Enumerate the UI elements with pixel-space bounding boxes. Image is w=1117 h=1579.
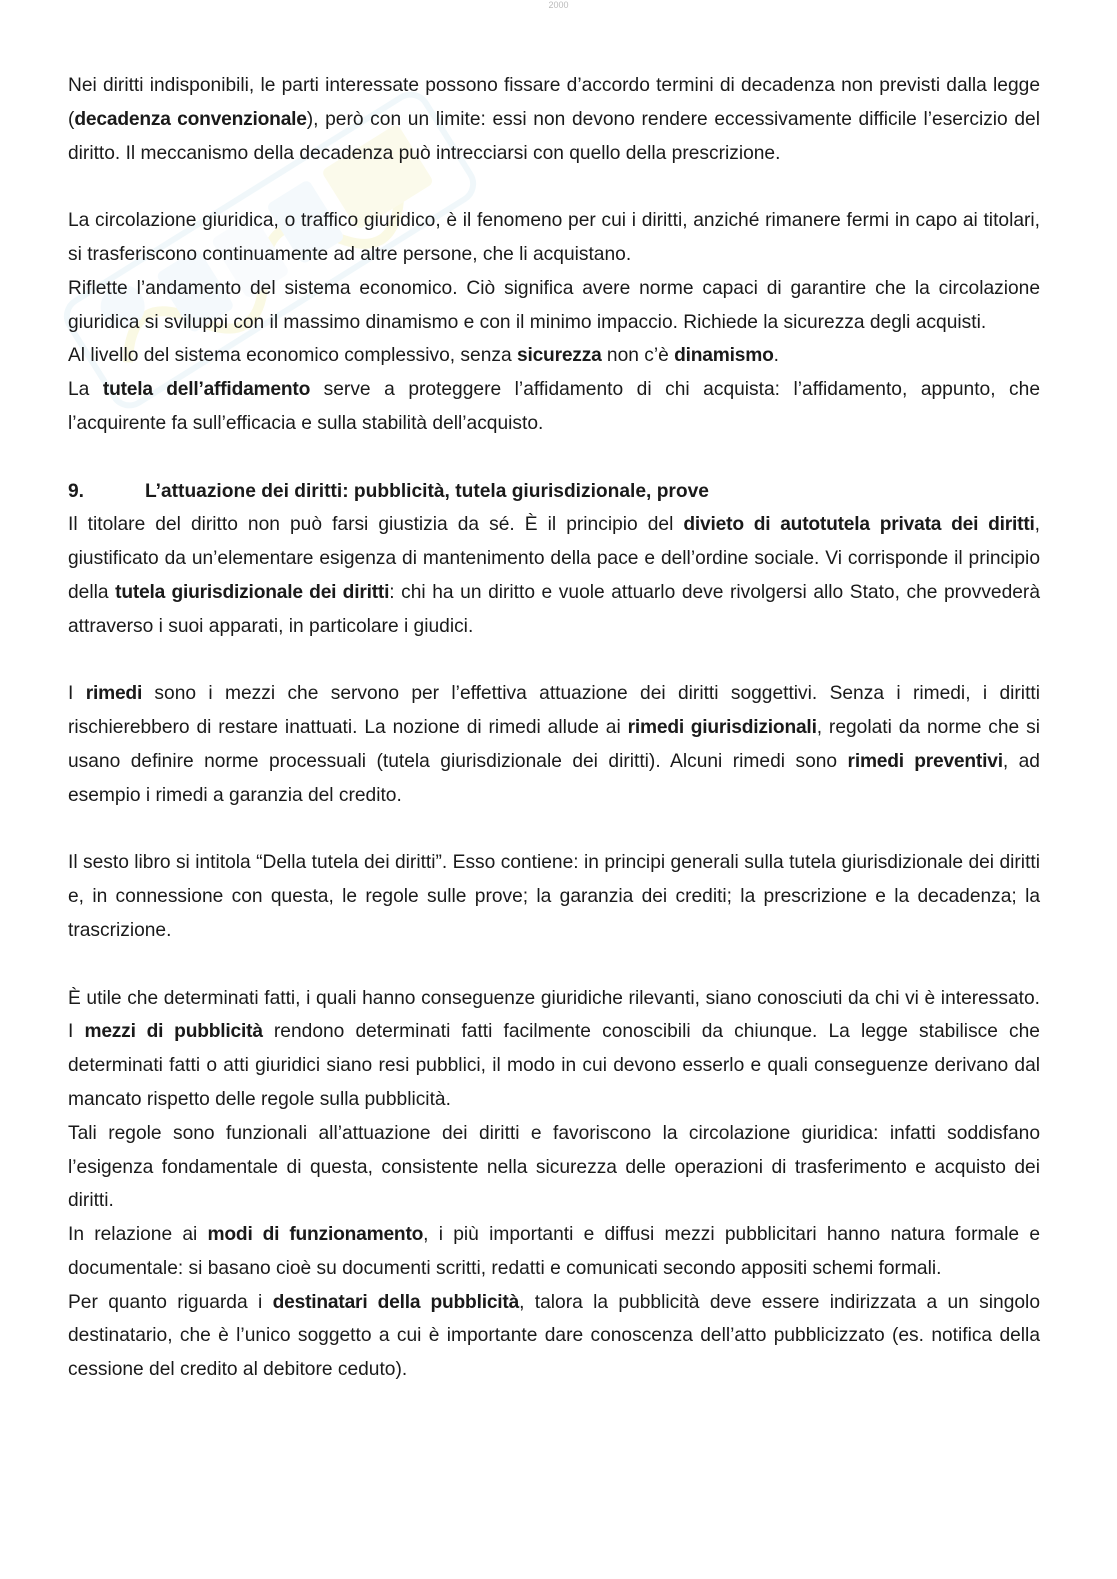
bold-term: sicurezza xyxy=(516,345,602,367)
text-run: In relazione ai xyxy=(68,1224,208,1246)
bold-term: dinamismo xyxy=(674,345,774,367)
bold-term: tutela giurisdizionale dei diritti xyxy=(115,581,390,603)
section-heading xyxy=(68,475,1040,509)
text-run: , ad esempio i rimedi a garanzia del credito. xyxy=(68,750,1040,806)
section-title: L’attuazione dei diritti: pubblicità, tutela giurisdizionale, prove xyxy=(145,480,709,502)
paragraph xyxy=(68,677,1040,812)
text-run: La xyxy=(68,379,103,401)
paragraph xyxy=(68,1218,1040,1286)
text-run: rendono determinati fatti facilmente conoscibili da chiunque. La legge stabilisce che determinati fatti o atti giuridici siano resi pubblici, il modo in cui devono esserlo e quali conseguenze derivano dal mancato rispetto delle regole sulla pubblicità. xyxy=(68,1021,1040,1110)
paragraph xyxy=(68,339,1040,373)
paragraph xyxy=(68,1117,1040,1218)
bold-term: mezzi di pubblicità xyxy=(84,1021,263,1043)
text-run: Tali regole sono funzionali all’attuazione dei diritti e favoriscono la circolazione giuridica: infatti soddisfano l’esigenza fondamentale di questa, consistente nella sicurezza delle operazioni di trasferimento e acquisto dei diritti. xyxy=(68,1122,1040,1212)
paragraph xyxy=(68,846,1040,947)
paragraph xyxy=(68,1286,1040,1387)
text-run: . xyxy=(773,345,779,367)
paragraph xyxy=(68,69,1040,170)
text-run: serve a proteggere l’affidamento di chi acquista: l’affidamento, appunto, che l’acquirente fa sull’efficacia e sulla stabilità dell’acquisto. xyxy=(68,379,1040,434)
bold-term: destinatari della pubblicità xyxy=(272,1291,520,1313)
paragraph xyxy=(68,982,1040,1117)
text-run: , i più importanti e diffusi mezzi pubblicitari hanno natura formale e documentale: si basano cioè su documenti scritti, redatti e comunicati secondo appositi schemi formali. xyxy=(68,1224,1040,1279)
text-run: ), però con un limite: essi non devono rendere eccessivamente difficile l’esercizio del diritto. Il meccanismo della decadenza può intrecciarsi con quello della prescrizione. xyxy=(68,108,1040,164)
text-run: Al livello del sistema economico complessivo, senza xyxy=(68,345,517,367)
bold-term: tutela dell’affidamento xyxy=(102,379,311,401)
text-run: Riflette l’andamento del sistema economico. Ciò significa avere norme capaci di garantire che la circolazione giuridica si sviluppi con il massimo dinamismo e con il minimo impaccio. Richiede la sicurezza degli acquisti. xyxy=(68,277,1040,333)
text-run: , regolati da norme che si usano definire norme processuali (tutela giurisdizionale dei diritti). Alcuni rimedi sono xyxy=(68,717,1040,772)
text-run: non c’è xyxy=(601,345,675,367)
paragraph xyxy=(68,508,1040,643)
section-number: 9. xyxy=(68,480,85,502)
paragraph xyxy=(68,204,1040,272)
bold-term: rimedi giurisdizionali xyxy=(627,717,817,739)
text-run: I xyxy=(68,683,86,705)
text-run: Il titolare del diritto non può farsi giustizia da sé. È il principio del xyxy=(68,514,684,536)
bold-term: decadenza convenzionale xyxy=(74,108,307,130)
bold-term: rimedi preventivi xyxy=(847,750,1003,772)
bold-term: rimedi xyxy=(85,683,143,705)
document-body xyxy=(68,69,1040,1387)
text-run: La circolazione giuridica, o traffico giuridico, è il fenomeno per cui i diritti, anziché rimanere fermi in capo ai titolari, si trasferiscono continuamente ad altre persone, che li acquistano. xyxy=(68,210,1040,265)
bold-term: modi di funzionamento xyxy=(207,1224,424,1246)
text-run: Nei diritti indisponibili, le parti interessate possono fissare d’accordo termini di decadenza non previsti dalla legge ( xyxy=(68,75,1040,130)
text-run: , talora la pubblicità deve essere indirizzata a un singolo destinatario, che è l’unico soggetto a cui è importante dare conoscenza dell’atto pubblicizzato (es. notifica della cessione del credito al debitore ceduto). xyxy=(68,1291,1040,1381)
bold-term: divieto di autotutela privata dei diritti xyxy=(683,514,1035,536)
text-run: Per quanto riguarda i xyxy=(68,1291,273,1313)
paragraph xyxy=(68,272,1040,340)
text-run: È utile che determinati fatti, i quali hanno conseguenze giuridiche rilevanti, siano conosciuti da chi vi è interessato. I xyxy=(68,987,1040,1043)
text-run: sono i mezzi che servono per l’effettiva attuazione dei diritti soggettivi. Senza i rimedi, i diritti rischierebbero di restare inattuati. La nozione di rimedi allude ai xyxy=(68,683,1040,739)
paragraph xyxy=(68,373,1040,441)
text-run: Il sesto libro si intitola “Della tutela dei diritti”. Esso contiene: in principi generali sulla tutela giurisdizionale dei diritti e, in connessione con questa, le regole sulle prove; la garanzia dei crediti; la prescrizione e la decadenza; la trascrizione. xyxy=(68,852,1040,941)
text-run: , giustificato da un’elementare esigenza di mantenimento della pace e dell’ordine sociale. Vi corrisponde il principio della xyxy=(68,514,1040,603)
text-run: : chi ha un diritto e vuole attuarlo deve rivolgersi allo Stato, che provvederà attraverso i suoi apparati, in particolare i giudici. xyxy=(68,581,1040,637)
page-header-mark: 2000 xyxy=(548,0,569,10)
